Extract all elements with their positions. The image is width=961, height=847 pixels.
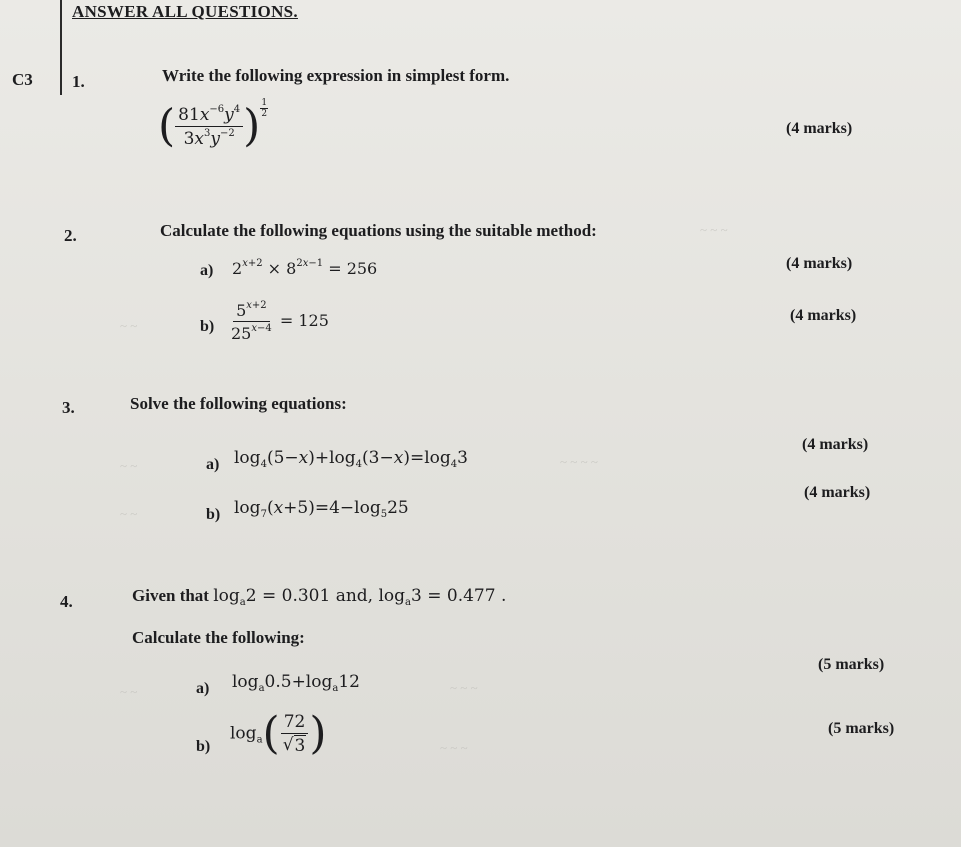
q4a-marks: (5 marks) bbox=[818, 656, 885, 673]
q4b-marks: (5 marks) bbox=[828, 720, 895, 737]
q4-number: 4. bbox=[60, 592, 73, 611]
show-through-text: ~ ~ bbox=[120, 684, 138, 699]
q2a-label: a) bbox=[200, 262, 214, 279]
q4-given-values: $\log_a2 = 0.301$ and, $\log_a3 = 0.477$ . bbox=[213, 586, 507, 608]
q2b-equation: $\frac{5^{x+2}}{25^{x-4}}$ = 125 bbox=[231, 300, 329, 343]
q4a-expression: $\log_a0.5+\log_a12$ bbox=[232, 672, 360, 694]
q2-prompt: Calculate the following equations using the suitable method: bbox=[160, 221, 597, 240]
q4-given-prefix: Given that bbox=[132, 586, 209, 605]
show-through-text: ~ ~ bbox=[120, 458, 138, 473]
q2-number: 2. bbox=[64, 226, 77, 245]
q3a-equation: $\log_4(5-x)+\log_4(3-x)=\log_43$ bbox=[234, 448, 468, 470]
q4b-label: b) bbox=[196, 738, 211, 755]
q3b-label: b) bbox=[206, 506, 221, 523]
q2a-marks: (4 marks) bbox=[786, 255, 853, 272]
show-through-text: ~ ~ ~ bbox=[450, 680, 478, 695]
q3a-marks: (4 marks) bbox=[802, 436, 869, 453]
show-through-text: ~ ~ ~ bbox=[700, 222, 728, 237]
show-through-text: ~ ~ ~ bbox=[440, 740, 468, 755]
show-through-text: ~ ~ ~ ~ bbox=[560, 454, 598, 469]
section-code: C3 bbox=[12, 70, 33, 89]
q4-calc-prompt: Calculate the following: bbox=[132, 628, 305, 647]
q1-number: 1. bbox=[72, 72, 85, 91]
q2a-equation: $2^{x+2} \times 8^{2x-1} = 256$ bbox=[232, 258, 378, 278]
q4-given bbox=[132, 586, 506, 608]
q1-marks: (4 marks) bbox=[786, 120, 853, 137]
q3b-equation: $\log_7(x+5)=4-\log_525$ bbox=[234, 498, 409, 520]
q2b-marks: (4 marks) bbox=[790, 307, 857, 324]
q1-expression: ( $\frac{81x^{-6}y^4}{3x^3y^{-2}}$ ) $\frac{1}{2}$ bbox=[158, 98, 268, 152]
margin-line bbox=[60, 0, 62, 95]
q3b-marks: (4 marks) bbox=[804, 484, 871, 501]
q2b-label: b) bbox=[200, 318, 215, 335]
q4a-label: a) bbox=[196, 680, 210, 697]
q4b-expression: $\log_a$( 72 √ 3 ) bbox=[230, 708, 327, 759]
q3-prompt: Solve the following equations: bbox=[130, 394, 347, 413]
q3-number: 3. bbox=[62, 398, 75, 417]
q1-prompt: Write the following expression in simplest form. bbox=[162, 66, 510, 85]
show-through-text: ~ ~ bbox=[120, 318, 138, 333]
q3a-label: a) bbox=[206, 456, 220, 473]
instructions-header: ANSWER ALL QUESTIONS. bbox=[72, 2, 298, 21]
show-through-text: ~ ~ bbox=[120, 506, 138, 521]
